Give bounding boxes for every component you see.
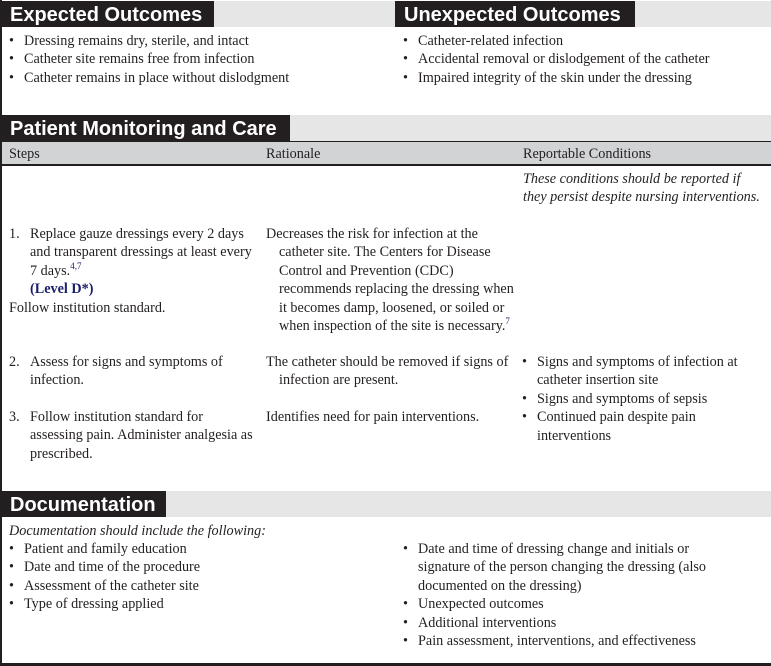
documentation-title: Documentation xyxy=(2,491,166,517)
step-number: 3. xyxy=(9,409,20,425)
expected-outcomes-title: Expected Outcomes xyxy=(2,1,214,27)
column-header-row xyxy=(2,141,771,166)
list-item: • Catheter-related infection xyxy=(403,32,768,50)
list-item: • Assessment of the catheter site xyxy=(9,577,389,595)
reportable-intro: These conditions should be reported if they persist despite nursing interventions. xyxy=(523,171,760,206)
documentation-left-list xyxy=(9,540,389,614)
list-item: • Catheter remains in place without dislodgment xyxy=(9,69,389,87)
step-2-text: 2. Assess for signs and symptoms of infection. xyxy=(9,354,223,389)
step-2-reportable-list xyxy=(522,353,767,445)
list-item: • Signs and symptoms of infection at catheter insertion site xyxy=(522,353,767,390)
list-item: • Patient and family education xyxy=(9,540,389,558)
step-1 xyxy=(9,225,259,317)
citation-ref: 7 xyxy=(505,316,510,327)
list-item: • Signs and symptoms of sepsis xyxy=(522,390,767,408)
step-1-text: 1. Replace gauze dressings every 2 days and transparent dressings at least every 7 days.$^{4,7}$ xyxy=(9,226,252,279)
column-header-rationale: Rationale xyxy=(266,146,321,162)
list-item: • Dressing remains dry, sterile, and intact xyxy=(9,32,389,50)
column-header-steps: Steps xyxy=(9,146,40,162)
unexpected-outcomes-list xyxy=(403,32,768,87)
list-item: • Unexpected outcomes xyxy=(403,595,723,613)
list-item: • Type of dressing applied xyxy=(9,595,389,613)
evidence-level: (Level D*) xyxy=(30,281,94,298)
step-1-note: Follow institution standard. xyxy=(9,299,166,316)
step-number: 2. xyxy=(9,354,20,370)
list-item: • Accidental removal or dislodgement of the catheter xyxy=(403,50,768,68)
documentation-header-band xyxy=(2,491,771,517)
list-item: • Date and time of the procedure xyxy=(9,558,389,576)
step-number: 1. xyxy=(9,226,20,242)
list-item: • Additional interventions xyxy=(403,614,723,632)
column-header-reportable: Reportable Conditions xyxy=(523,146,652,162)
step-2-rationale: The catheter should be removed if signs of infection are present. xyxy=(266,354,509,389)
patient-monitoring-title: Patient Monitoring and Care xyxy=(2,115,290,141)
outcomes-header-band xyxy=(2,1,771,27)
list-item: • Pain assessment, interventions, and effectiveness xyxy=(403,632,723,650)
citation-ref: 4,7 xyxy=(70,260,82,271)
list-item: • Date and time of dressing change and initials or signature of the person changing the dressing (also documented on the dressing) xyxy=(403,540,723,595)
step-3-rationale: Identifies need for pain interventions. xyxy=(266,409,480,425)
expected-outcomes-list xyxy=(9,32,389,87)
list-item: • Catheter site remains free from infection xyxy=(9,50,389,68)
step-1-rationale: Decreases the risk for infection at the catheter site. The Centers for Disease Control and Prevention (CDC) recommends replacing the dressing when it becomes damp, loosened, or soiled or when inspection of the site is necessary.$^7$ xyxy=(266,226,514,335)
documentation-right-list xyxy=(403,540,723,650)
documentation-intro: Documentation should include the following: xyxy=(9,523,266,539)
list-item: • Continued pain despite pain interventions xyxy=(522,408,767,445)
monitoring-header-band xyxy=(2,115,771,141)
list-item: • Impaired integrity of the skin under the dressing xyxy=(403,69,768,87)
step-3-text: 3. Follow institution standard for assessing pain. Administer analgesia as prescribed. xyxy=(9,409,253,462)
unexpected-outcomes-title: Unexpected Outcomes xyxy=(395,1,635,27)
